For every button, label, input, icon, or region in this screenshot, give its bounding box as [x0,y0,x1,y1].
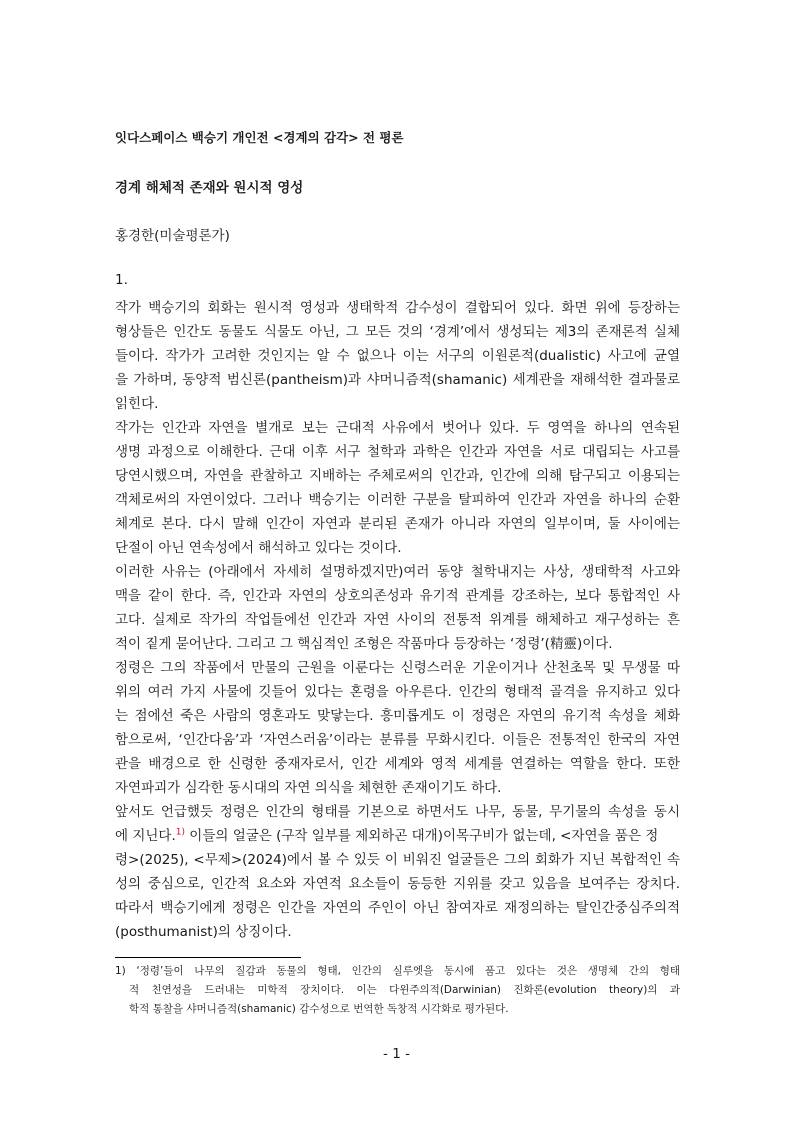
body-line: 정령은 그의 작품에서 만물의 근원을 이룬다는 신령스러운 기운이거나 산천초목 및 무생물 따 [115,660,680,676]
body-line: 읽힌다. [115,396,159,412]
footnote [115,962,680,1019]
exhibition-heading: 잇다스페이스 백승기 개인전 <경계의 감각> 전 평론 [115,130,404,145]
body-line-end: 이들의 얼굴은 (구작 일부를 제외하곤 대개)이목구비가 없는데, <자연을 품은 정 [189,828,659,844]
body-line-start: 에 지닌다. [115,828,176,844]
body-line: 령>(2025), <무제>(2024)에서 볼 수 있듯 이 비워진 얼굴들은 그의 회화가 지닌 복합적인 속 [115,852,680,868]
body-line: 단절이 아닌 연속성에서 해석하고 있다는 것이다. [115,540,402,556]
body-line: 형상들은 인간도 동물도 식물도 아닌, 그 모든 것의 ‘경계’에서 생성되는 제3의 존재론적 실체 [115,324,680,340]
body-line: 고다. 실제로 작가의 작업들에선 인간과 자연 사이의 전통적 위계를 해체하고 재구성하는 흔 [115,612,680,628]
body-line: 위의 여러 가지 사물에 깃들어 있다는 혼령을 아우른다. 인간의 형태적 골격을 유지하고 있다 [115,684,680,700]
body-line: 관을 배경으로 한 신령한 중재자로서, 인간 세계와 영적 세계를 연결하는 역할을 한다. 또한 [115,756,680,772]
body-line: 을 가하며, 동양적 범신론(pantheism)과 샤머니즘적(shamanic) 세계관을 재해석한 결과물로 [115,372,680,388]
body-text [115,296,680,944]
body-line: 앞서도 언급했듯 정령은 인간의 형태를 기본으로 하면서도 나무, 동물, 무기물의 속성을 동시 [115,804,680,820]
page-number: - 1 - [383,1046,410,1062]
body-line-with-footnote [115,824,680,848]
body-line: 객체로써의 자연이었다. 그러나 백승기는 이러한 구분을 탈피하여 인간과 자연을 하나의 순환 [115,492,680,508]
body-line: 작가 백승기의 회화는 원시적 영성과 생태학적 감수성이 결합되어 있다. 화면 위에 등장하는 [115,300,680,316]
body-line: 맥을 같이 한다. 즉, 인간과 자연의 상호의존성과 유기적 관계를 강조하는, 보다 통합적인 사 [115,588,680,604]
body-line: 따라서 백승기에게 정령은 인간을 자연의 주인이 아닌 참여자로 재정의하는 탈인간중심주의적 [115,900,680,916]
essay-title: 경계 해체적 존재와 원시적 영성 [115,180,304,196]
footnote-divider [115,957,301,958]
footnote-line: 적 친연성을 드러내는 미학적 장치이다. 이는 다윈주의적(Darwinian) 진화론(evolution theory)의 과 [129,984,680,996]
section-number: 1. [115,272,128,288]
body-line: 이러한 사유는 (아래에서 자세히 설명하겠지만)여러 동양 철학내지는 사상, 생태학적 사고와 [115,564,680,580]
body-line: 함으로써, ‘인간다움’과 ‘자연스러움’이라는 분류를 무화시킨다. 이들은 전통적인 한국의 자연 [115,732,680,748]
body-line: (posthumanist)의 상징이다. [115,924,292,940]
footnote-reference: 1) [175,827,185,838]
body-line: 생명 과정으로 이해한다. 근대 이후 서구 철학과 과학은 인간과 자연을 서로 대립되는 사고를 [115,444,680,460]
body-line: 당연시했으며, 자연을 관찰하고 지배하는 주체로써의 인간과, 인간에 의해 탐구되고 이용되는 [115,468,680,484]
footnote-line: 1) ‘정령’들이 나무의 질감과 동물의 형태, 인간의 실루엣을 동시에 품고 있다는 것은 생명체 간의 형태 [115,965,680,977]
body-line: 작가는 인간과 자연을 별개로 보는 근대적 사유에서 벗어나 있다. 두 영역을 하나의 연속된 [115,420,680,436]
author-line: 홍경한(미술평론가) [115,228,230,244]
body-line: 체계로 본다. 다시 말해 인간이 자연과 분리된 존재가 아니라 자연의 일부이며, 둘 사이에는 [115,516,680,532]
body-line: 적이 짙게 묻어난다. 그리고 그 핵심적인 조형은 작품마다 등장하는 ‘정령’(精靈)이다. [115,636,613,652]
footnote-line: 학적 통찰을 샤머니즘적(shamanic) 감수성으로 번역한 독창적 시각화로 평가된다. [129,1003,509,1015]
body-line: 들이다. 작가가 고려한 것인지는 알 수 없으나 이는 서구의 이원론적(dualistic) 사고에 균열 [115,348,680,364]
body-line: 성의 중심으로, 인간적 요소와 자연적 요소들이 동등한 지위를 갖고 있음을 보여주는 장치다. [115,876,680,892]
body-line: 자연파괴가 심각한 동시대의 자연 의식을 체현한 존재이기도 하다. [115,780,502,796]
body-line: 는 점에선 죽은 사람의 영혼과도 맞닿는다. 흥미롭게도 이 정령은 자연의 유기적 속성을 체화 [115,708,680,724]
